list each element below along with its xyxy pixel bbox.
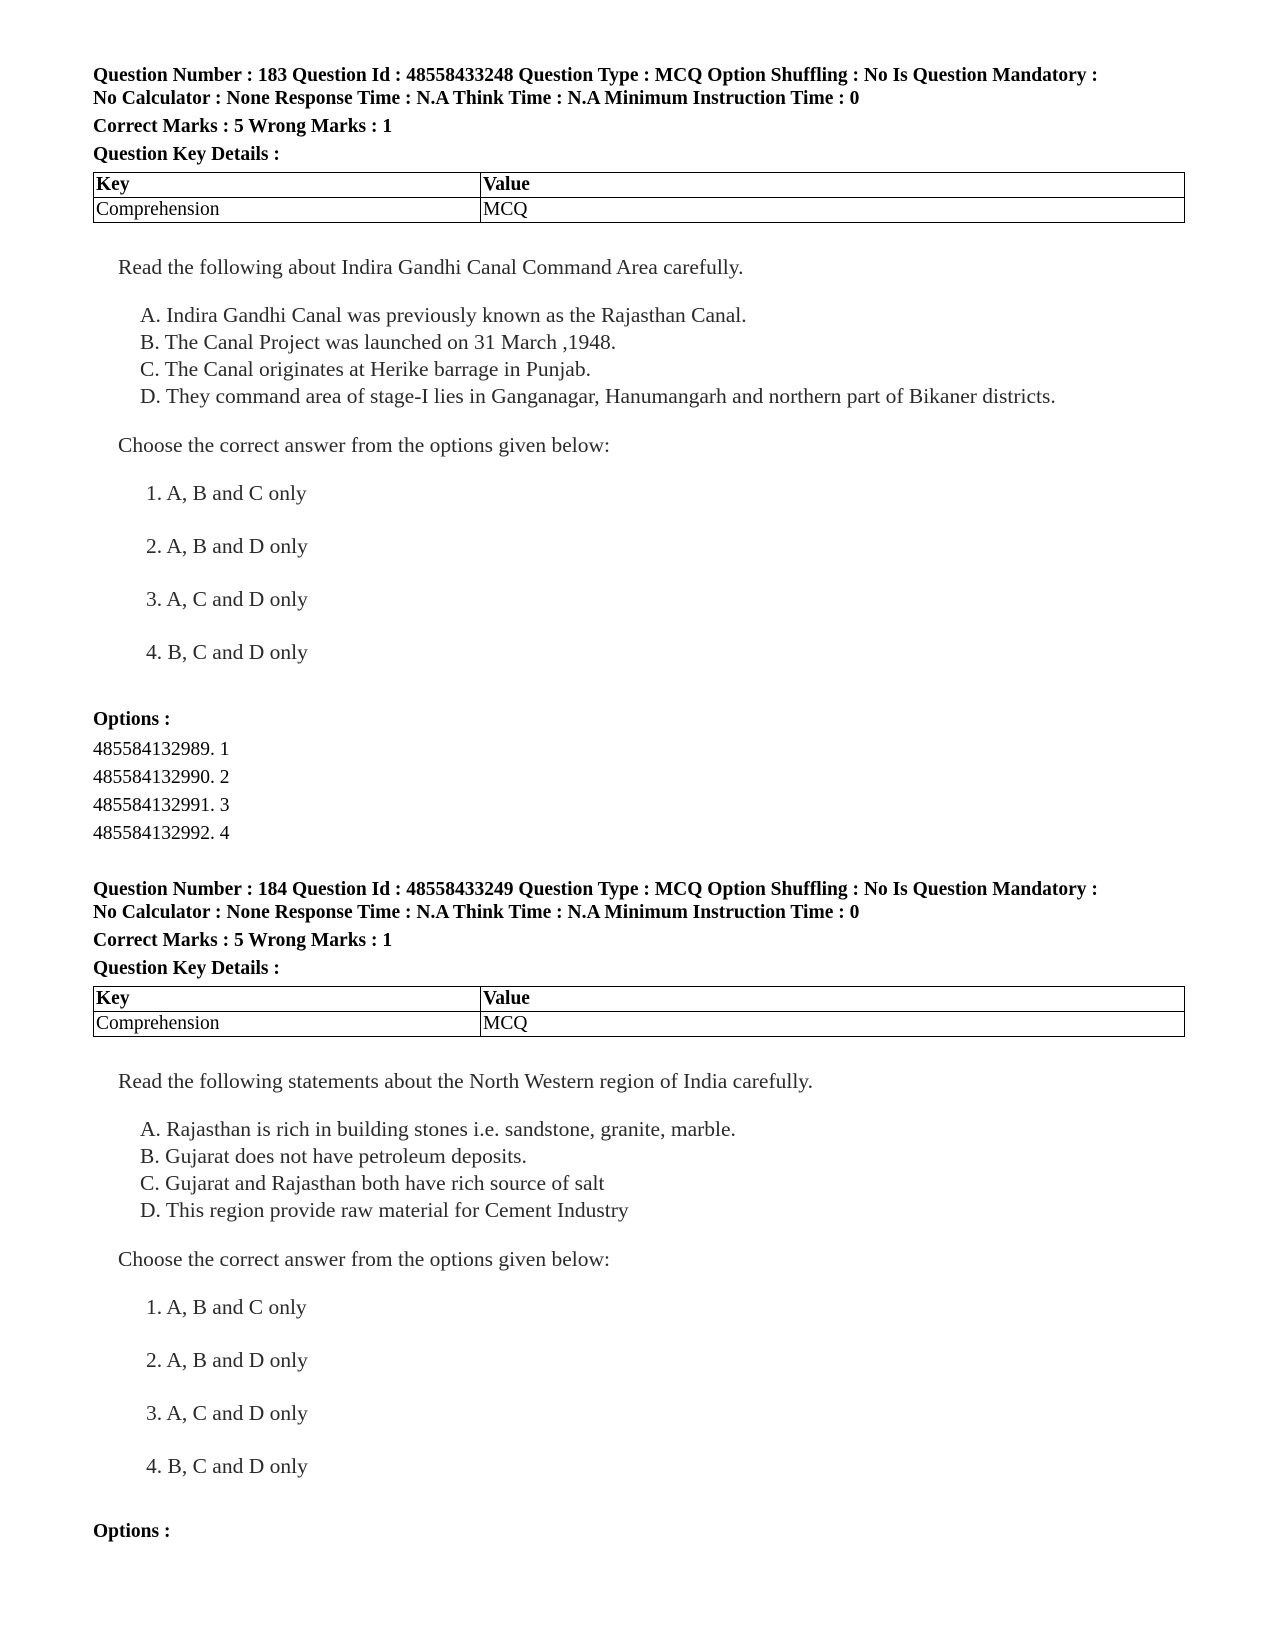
table-row xyxy=(94,198,1185,223)
question-intro: Read the following about Indira Gandhi Canal Command Area carefully. xyxy=(118,255,744,279)
option-id-item: 485584132992. 4 xyxy=(93,823,230,844)
question-meta-line2: No Calculator : None Response Time : N.A Think Time : N.A Minimum Instruction Time : 0 xyxy=(93,88,860,109)
table-row xyxy=(94,1012,1185,1037)
statement-item: A. Indira Gandhi Canal was previously known as the Rajasthan Canal. xyxy=(140,303,747,327)
question-183-header xyxy=(93,64,1183,223)
option-id-item: 485584132991. 3 xyxy=(93,795,230,816)
table-cell-key: Comprehension xyxy=(94,1012,481,1037)
key-details-table xyxy=(93,172,1185,223)
table-cell-key: Comprehension xyxy=(94,198,481,223)
question-meta-line2: No Calculator : None Response Time : N.A Think Time : N.A Minimum Instruction Time : 0 xyxy=(93,902,860,923)
key-details-label: Question Key Details : xyxy=(93,144,280,165)
table-header-value: Value xyxy=(481,173,1185,198)
table-header-key: Key xyxy=(94,173,481,198)
key-details-label: Question Key Details : xyxy=(93,958,280,979)
choose-instruction: Choose the correct answer from the options given below: xyxy=(118,1247,610,1271)
table-header-value: Value xyxy=(481,987,1185,1012)
choice-item: 4. B, C and D only xyxy=(146,1454,308,1478)
table-header-key: Key xyxy=(94,987,481,1012)
table-header-row xyxy=(94,173,1185,198)
options-label: Options : xyxy=(93,1521,171,1542)
question-intro: Read the following statements about the North Western region of India carefully. xyxy=(118,1069,814,1093)
options-label: Options : xyxy=(93,709,171,730)
question-meta-line1: Question Number : 183 Question Id : 48558433248 Question Type : MCQ Option Shuffling : No Is Question Mandatory : xyxy=(93,65,1098,86)
question-meta-line1: Question Number : 184 Question Id : 48558433249 Question Type : MCQ Option Shuffling : No Is Question Mandatory : xyxy=(93,879,1098,900)
choice-item: 1. A, B and C only xyxy=(146,1295,307,1319)
table-cell-value: MCQ xyxy=(481,1012,1185,1037)
question-184-header xyxy=(93,878,1183,1037)
choice-item: 3. A, C and D only xyxy=(146,1401,308,1425)
table-header-row xyxy=(94,987,1185,1012)
choose-instruction: Choose the correct answer from the options given below: xyxy=(118,433,610,457)
choice-item: 2. A, B and D only xyxy=(146,534,308,558)
statement-item: D. This region provide raw material for Cement Industry xyxy=(140,1198,629,1222)
statement-item: B. Gujarat does not have petroleum deposits. xyxy=(140,1144,527,1168)
question-184-body xyxy=(118,1068,1178,1506)
choice-item: 3. A, C and D only xyxy=(146,587,308,611)
option-id-item: 485584132990. 2 xyxy=(93,767,230,788)
statement-list xyxy=(140,302,1178,410)
statement-item: B. The Canal Project was launched on 31 March ,1948. xyxy=(140,330,617,354)
choice-list xyxy=(146,480,1178,665)
question-183-options xyxy=(93,708,693,848)
option-id-item: 485584132989. 1 xyxy=(93,739,230,760)
statement-item: C. Gujarat and Rajasthan both have rich source of salt xyxy=(140,1171,605,1195)
marks-line: Correct Marks : 5 Wrong Marks : 1 xyxy=(93,116,393,137)
statement-item: A. Rajasthan is rich in building stones i.e. sandstone, granite, marble. xyxy=(140,1117,736,1141)
question-184-options xyxy=(93,1520,693,1548)
option-id-list xyxy=(93,736,693,848)
choice-list xyxy=(146,1294,1178,1479)
marks-line: Correct Marks : 5 Wrong Marks : 1 xyxy=(93,930,393,951)
choice-item: 4. B, C and D only xyxy=(146,640,308,664)
statement-list xyxy=(140,1116,1178,1224)
table-cell-value: MCQ xyxy=(481,198,1185,223)
statement-item: C. The Canal originates at Herike barrage in Punjab. xyxy=(140,357,591,381)
key-details-table xyxy=(93,986,1185,1037)
statement-item: D. They command area of stage-I lies in Ganganagar, Hanumangarh and northern part of Bikaner districts. xyxy=(140,384,1056,408)
question-183-body xyxy=(118,254,1178,692)
choice-item: 2. A, B and D only xyxy=(146,1348,308,1372)
choice-item: 1. A, B and C only xyxy=(146,481,307,505)
